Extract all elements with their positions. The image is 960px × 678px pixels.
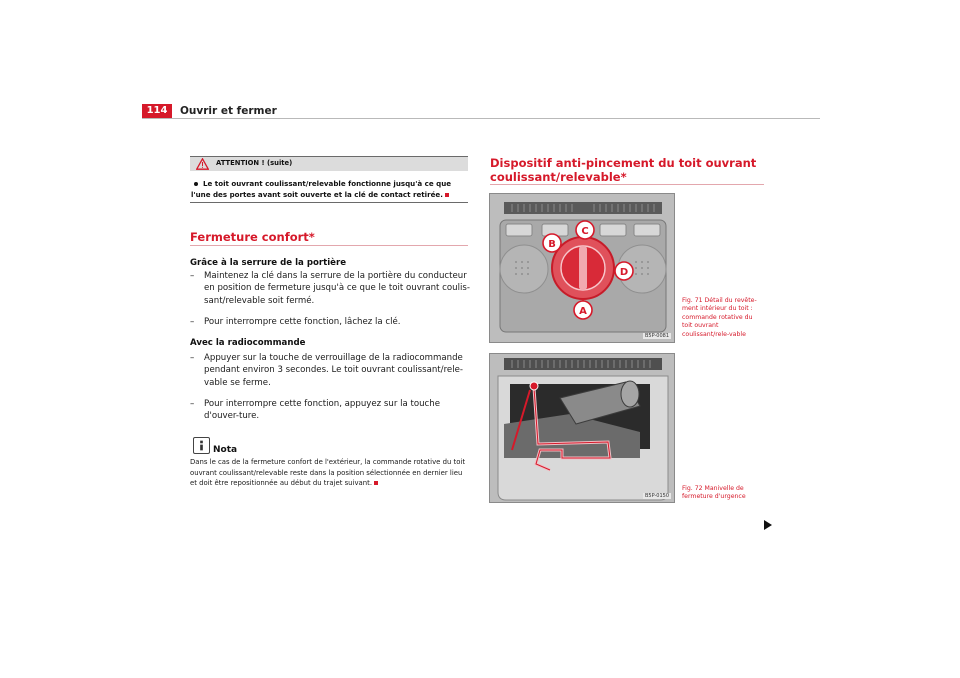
warning-triangle-icon: [196, 158, 209, 170]
page-number: 114: [142, 104, 172, 118]
section-rule: [490, 184, 764, 185]
note-icon: [193, 437, 210, 454]
callout-c: C: [581, 226, 589, 237]
list-item-text: Appuyer sur la touche de verrouillage de la radiocommande pendant environ 3 secondes. Le toit ouvrant coulissant/rele-vable se ferme.: [204, 353, 463, 388]
emergency-crank-illustration: [490, 354, 675, 503]
figure-caption: Fig. 71 Détail du revête-ment intérieur du toit : commande rotative du toit ouvrant coulissant/rele-vable: [682, 297, 757, 338]
bullet-icon: [194, 182, 198, 186]
section-title-comfort: Fermeture confort*: [190, 230, 315, 244]
figure-caption: Fig. 72 Manivelle de fermeture d'urgence: [682, 485, 746, 501]
note-title: Nota: [213, 445, 238, 455]
figure-code: B5P-0081: [644, 333, 669, 339]
warning-text: [191, 178, 467, 200]
figure-roof-control: [489, 193, 675, 343]
list-item-text: Pour interrompre cette fonction, lâchez la clé.: [204, 317, 401, 327]
dash-bullet: –: [190, 353, 195, 363]
end-mark-icon: [374, 481, 378, 485]
warning-body: Le toit ouvrant coulissant/relevable fonctionne jusqu'à ce que l'une des portes avant soit ouverte et la clé de contact retirée.: [191, 179, 452, 199]
callout-a: A: [579, 306, 587, 317]
end-mark-icon: [445, 193, 449, 197]
figure-emergency-crank: [489, 353, 675, 503]
note-body: Dans le cas de la fermeture confort de l'extérieur, la commande rotative du toit ouvrant coulissant/relevable reste dans la position sélectionnée en dernier lieu et doit être repositionnée au début du trajet suivant.: [190, 458, 466, 487]
section-title-antipinch: Dispositif anti-pincement du toit ouvrant coulissant/relevable*: [490, 156, 757, 184]
subheading-door-lock: Grâce à la serrure de la portière: [190, 258, 347, 268]
dash-bullet: –: [190, 317, 195, 327]
list-item: [190, 270, 470, 307]
header-rule: [142, 118, 820, 119]
roof-control-illustration: [490, 194, 675, 343]
warning-box: [190, 156, 468, 203]
warning-header: [190, 157, 468, 171]
callout-d: D: [619, 267, 629, 278]
dash-bullet: –: [190, 399, 195, 409]
subheading-remote: Avec la radiocommande: [190, 338, 306, 348]
list-item: [190, 316, 470, 328]
section-rule: [190, 245, 468, 246]
dash-bullet: –: [190, 271, 195, 281]
list-item: [190, 398, 470, 423]
running-header: Ouvrir et fermer: [180, 105, 277, 117]
figure-code: B5P-0150: [644, 493, 669, 499]
warning-title: ATTENTION ! (suite): [216, 159, 293, 167]
list-item: [190, 352, 470, 389]
callout-b: B: [548, 239, 556, 250]
list-item-text: Pour interrompre cette fonction, appuyez sur la touche d'ouver-ture.: [204, 399, 441, 422]
list-item-text: Maintenez la clé dans la serrure de la portière du conducteur en position de fermeture jusqu'à ce que le toit ouvrant coulis-sant/relevable soit fermé.: [204, 271, 470, 306]
next-page-arrow-icon: [764, 520, 772, 530]
note-text: [190, 457, 470, 489]
